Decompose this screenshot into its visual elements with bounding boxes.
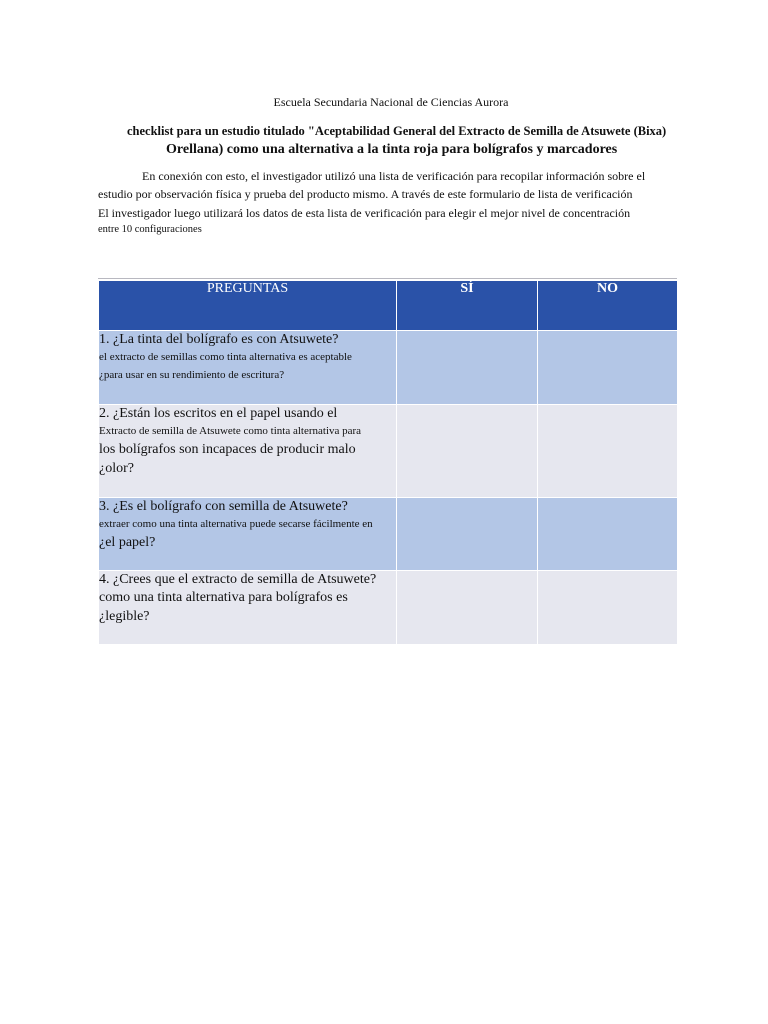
question-1-line-3: ¿para usar en su rendimiento de escritura? xyxy=(99,369,285,381)
question-2-line-1: 2. ¿Están los escritos en el papel usando el xyxy=(99,406,338,421)
question-1-line-1: 1. ¿La tinta del bolígrafo es con Atsuwete? xyxy=(99,332,339,347)
question-3-line-1: 3. ¿Es el bolígrafo con semilla de Atsuwete? xyxy=(99,499,348,514)
study-title-line-1: checklist para un estudio titulado "Aceptabilidad General del Extracto de Semilla de Atsuwete (Bixa) xyxy=(127,124,667,138)
table-header-row xyxy=(99,281,678,331)
intro-line-2: estudio por observación física y prueba del producto mismo. A través de este formulario de lista de verificación xyxy=(98,187,633,201)
question-2-line-4: ¿olor? xyxy=(99,461,134,476)
question-3-line-2: extraer como una tinta alternativa puede secarse fácilmente en xyxy=(99,518,373,530)
intro-line-4: entre 10 configuraciones xyxy=(98,224,202,235)
question-4-line-1: 4. ¿Crees que el extracto de semilla de Atsuwete? xyxy=(99,572,377,587)
table-row xyxy=(99,571,678,645)
table-row xyxy=(99,498,678,571)
header-si: SÍ xyxy=(397,281,538,331)
no-cell-3[interactable] xyxy=(538,498,678,571)
header-no: NO xyxy=(538,281,678,331)
question-cell-3 xyxy=(99,498,397,571)
question-cell-4 xyxy=(99,571,397,645)
yes-cell-3[interactable] xyxy=(397,498,538,571)
study-title-line-2: Orellana) como una alternativa a la tinta roja para bolígrafos y marcadores xyxy=(166,142,618,157)
yes-cell-4[interactable] xyxy=(397,571,538,645)
intro-line-1: En conexión con esto, el investigador utilizó una lista de verificación para recopilar información sobre el xyxy=(142,169,646,183)
question-3-line-3: ¿el papel? xyxy=(99,535,156,550)
no-cell-1[interactable] xyxy=(538,331,678,405)
yes-cell-2[interactable] xyxy=(397,405,538,498)
question-4-line-2: como una tinta alternativa para bolígrafos es xyxy=(99,590,348,605)
no-cell-2[interactable] xyxy=(538,405,678,498)
yes-cell-1[interactable] xyxy=(397,331,538,405)
question-2-line-3: los bolígrafos son incapaces de producir malo xyxy=(99,442,356,457)
intro-line-3: El investigador luego utilizará los datos de esta lista de verificación para elegir el mejor nivel de concentración xyxy=(98,206,631,220)
table-top-rule xyxy=(98,278,677,279)
no-cell-4[interactable] xyxy=(538,571,678,645)
school-name: Escuela Secundaria Nacional de Ciencias Aurora xyxy=(273,95,509,109)
question-1-line-2: el extracto de semillas como tinta alternativa es aceptable xyxy=(99,351,352,363)
header-preguntas: PREGUNTAS xyxy=(99,281,397,331)
checklist-table xyxy=(98,280,678,645)
question-cell-2 xyxy=(99,405,397,498)
table-row xyxy=(99,331,678,405)
question-2-line-2: Extracto de semilla de Atsuwete como tinta alternativa para xyxy=(99,425,362,437)
table-row xyxy=(99,405,678,498)
question-cell-1 xyxy=(99,331,397,405)
question-4-line-3: ¿legible? xyxy=(99,609,150,624)
